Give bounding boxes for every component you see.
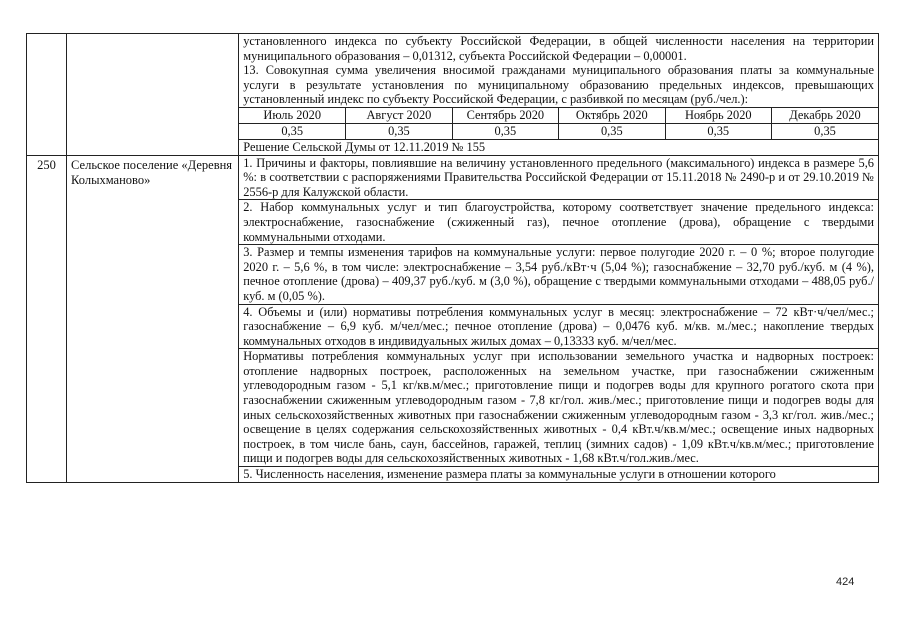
paragraph: 13. Совокупная сумма увеличения вносимой гражданами муниципального образования платы за коммунальные услуги в результате установления по муниципальному образованию предельных индексов, превышающих установленный индекс по субъекту Российской Федерации, с разбивкой по месяцам (руб./чел.): bbox=[243, 63, 874, 107]
month-value: 0,35 bbox=[772, 123, 879, 139]
decision-reference: Решение Сельской Думы от 12.11.2019 № 155 bbox=[243, 139, 486, 154]
page-number: 424 bbox=[836, 576, 855, 588]
month-label: Октябрь 2020 bbox=[559, 107, 665, 123]
content-cell bbox=[239, 155, 879, 482]
table-row bbox=[27, 34, 879, 156]
month-value: 0,35 bbox=[452, 123, 558, 139]
month-label: Июль 2020 bbox=[239, 107, 345, 123]
month-value: 0,35 bbox=[665, 123, 771, 139]
month-value-row bbox=[239, 123, 878, 139]
item-2-paragraph: 2. Набор коммунальных услуг и тип благоустройства, которому соответствует значение предельного индекса: электроснабжение, газоснабжение (сжиженный газ), печное отопление (дрова), обращение с твердыми коммунальными отходами. bbox=[239, 199, 878, 244]
row-number-cell bbox=[27, 34, 67, 156]
item-3-paragraph: 3. Размер и темпы изменения тарифов на коммунальные услуги: первое полугодие 2020 г. – 0 %; второе полугодие 2020 г. – 5,6 %, в том числе: электроснабжение – 3,54 руб./кВт·ч (5,04 %); газоснабжение – 32,70 руб./куб. м (4 %), печное отопление (дрова) – 409,37 руб./куб. м (3,0 %), обращение с твердыми коммунальными отходами – 488,05 руб./куб. м (0,05 %). bbox=[239, 244, 878, 303]
organization-cell bbox=[67, 34, 239, 156]
month-value: 0,35 bbox=[346, 123, 452, 139]
paragraph: установленного индекса по субъекту Российской Федерации, в общей численности населения на территории муниципального образования – 0,01312, субъекта Российской Федерации – 0,00001. bbox=[243, 34, 874, 63]
monthly-amounts-table bbox=[239, 107, 878, 140]
main-table bbox=[26, 33, 879, 483]
item-5-paragraph: 5. Численность населения, изменение размера платы за коммунальные услуги в отношении которого bbox=[239, 466, 878, 482]
month-label: Ноябрь 2020 bbox=[665, 107, 771, 123]
month-value: 0,35 bbox=[239, 123, 345, 139]
content-cell bbox=[239, 34, 879, 156]
row-number: 250 bbox=[27, 155, 67, 482]
month-label: Сентябрь 2020 bbox=[452, 107, 558, 123]
month-header-row bbox=[239, 107, 878, 123]
organization-name: Сельское поселение «Деревня Колыхманово» bbox=[67, 155, 239, 482]
item-4-paragraph: 4. Объемы и (или) нормативы потребления коммунальных услуг в месяц: электроснабжение – 72 кВт·ч/чел/мес.; газоснабжение – 6,9 куб. м/чел/мес.; печное отопление (дрова) – 0,0476 куб. м/кв. м./мес.; накопление твердых коммунальных отходов в индивидуальных жилых домах – 0,13333 куб. м/чел/мес. bbox=[239, 304, 878, 349]
month-value: 0,35 bbox=[559, 123, 665, 139]
month-label: Декабрь 2020 bbox=[772, 107, 879, 123]
month-label: Август 2020 bbox=[346, 107, 452, 123]
item-1-paragraph: 1. Причины и факторы, повлиявшие на величину установленного предельного (максимального) индекса в размере 5,6 %: в соответствии с распоряжениями Правительства Российской Федерации от 15.11.2018 № 2490-р и от 29.10.2019 № 2556-р для Калужской области. bbox=[243, 155, 874, 199]
item-4-norms-paragraph: Нормативы потребления коммунальных услуг при использовании земельного участка и надворных построек: отопление надворных построек, расположенных на земельном участке, при газоснабжении сжиженным углеводородным газом - 5,1 кг/кв.м/мес.; приготовление пищи и подогрев воды для крупного рогатого скота при газоснабжении сжиженным углеводородным газом - 7,8 кг/гол. жив./мес.; приготовление пищи и подогрев воды для иных сельскохозяйственных животных при газоснабжении сжиженным углеводородным газом - 3,3 кг/гол. жив./мес.; освещение в целях содержания сельскохозяйственных животных - 0,4 кВт.ч/кв.м/мес.; освещение иных надворных построек, в том числе бань, саун, бассейнов, гаражей, теплиц (зимних садов) - 1,09 кВт.ч/кв.м/мес.; приготовление пищи и подогрев воды для сельскохозяйственных животных - 1,68 кВт.ч/гол.жив./мес. bbox=[239, 348, 878, 466]
table-row bbox=[27, 155, 879, 482]
